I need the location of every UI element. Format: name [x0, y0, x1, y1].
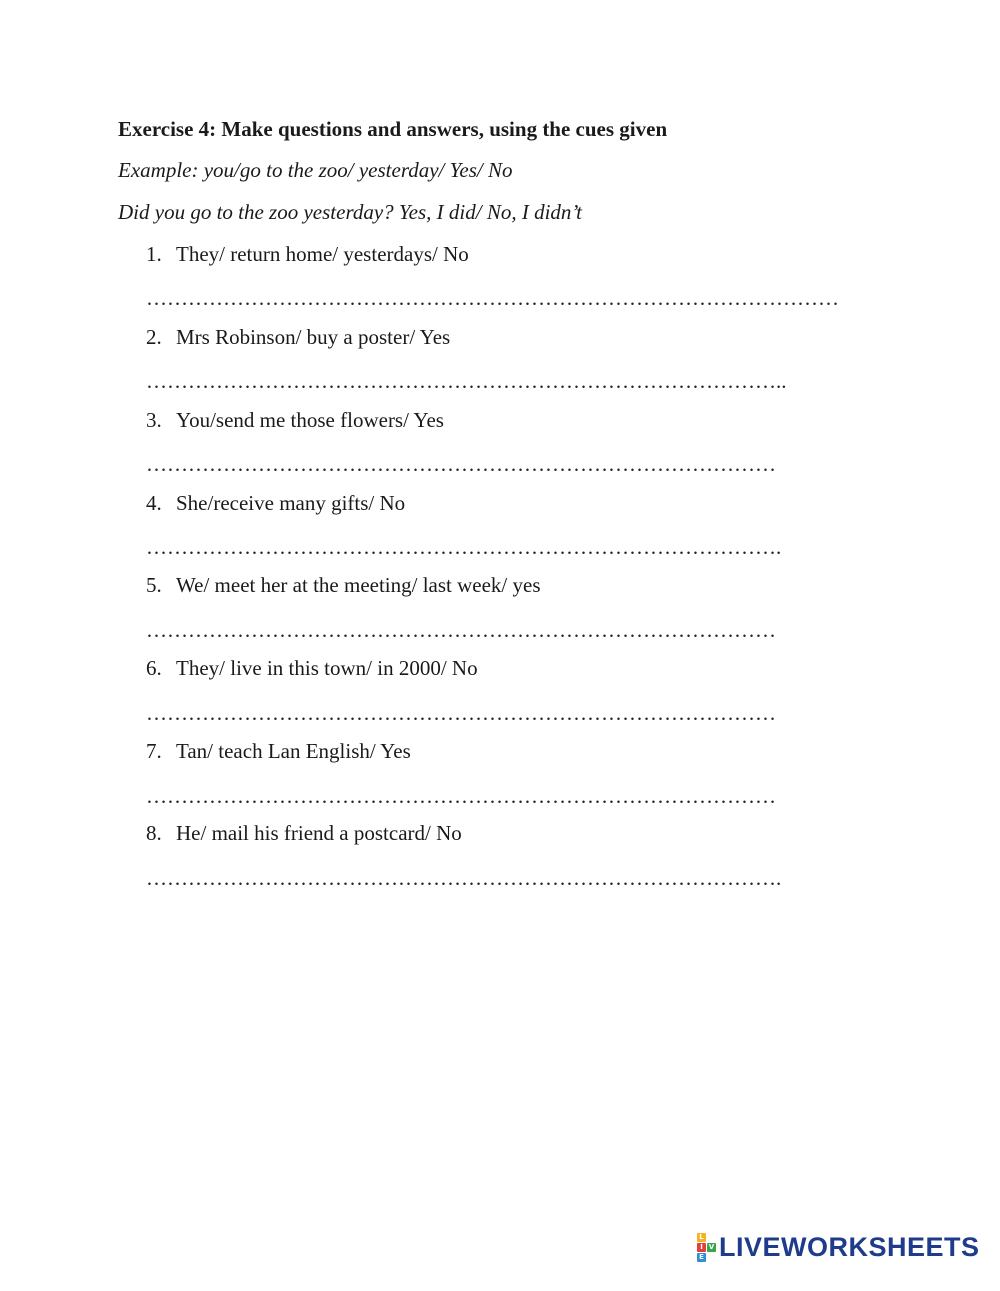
liveworksheets-logo	[697, 1232, 980, 1262]
logo-block-v: V	[708, 1242, 715, 1251]
exercise-item	[146, 821, 462, 846]
item-number: 4.	[146, 491, 162, 515]
item-cue: They/ return home/ yesterdays/ No	[176, 242, 469, 266]
item-cue: We/ meet her at the meeting/ last week/ yes	[176, 573, 541, 597]
item-cue: You/send me those flowers/ Yes	[176, 408, 444, 432]
exercise-item	[146, 325, 450, 350]
item-number: 1.	[146, 242, 162, 266]
answer-line[interactable]: ………………………………………………………………………………	[146, 701, 776, 725]
item-number: 6.	[146, 656, 162, 680]
answer-line[interactable]: ………………………………………………………………………………	[146, 618, 776, 642]
answer-line[interactable]: ………………………………………………………………………………	[146, 452, 776, 476]
answer-line[interactable]: ……………………………………………………………………………….	[146, 535, 782, 559]
exercise-heading: Exercise 4: Make questions and answers, using the cues given	[118, 117, 668, 141]
item-cue: They/ live in this town/ in 2000/ No	[176, 656, 478, 680]
item-cue: Tan/ teach Lan English/ Yes	[176, 739, 411, 763]
exercise-item	[146, 242, 469, 267]
item-number: 3.	[146, 408, 162, 432]
logo-block-blank	[707, 1233, 716, 1242]
answer-line[interactable]: ………………………………………………………………………………	[146, 784, 776, 808]
exercise-item	[146, 656, 478, 681]
exercise-item	[146, 408, 444, 433]
item-number: 7.	[146, 739, 162, 763]
logo-block-blank	[707, 1253, 716, 1262]
logo-mark-icon	[697, 1233, 716, 1262]
item-cue: She/receive many gifts/ No	[176, 491, 406, 515]
answer-line[interactable]: ………………………………………………………………………………..	[146, 369, 787, 393]
item-number: 8.	[146, 821, 162, 845]
example-cue: Example: you/go to the zoo/ yesterday/ Yes/ No	[118, 158, 513, 182]
exercise-item	[146, 491, 405, 516]
answer-line[interactable]: ………………………………………………………………………………………	[146, 286, 839, 310]
item-number: 2.	[146, 325, 162, 349]
answer-line[interactable]: ……………………………………………………………………………….	[146, 866, 782, 890]
logo-block-i: I	[697, 1243, 706, 1252]
logo-text: LIVEWORKSHEETS	[719, 1231, 980, 1262]
item-number: 5.	[146, 573, 162, 597]
exercise-item	[146, 573, 541, 598]
item-cue: He/ mail his friend a postcard/ No	[176, 821, 462, 845]
example-answer: Did you go to the zoo yesterday? Yes, I did/ No, I didn’t	[118, 200, 582, 224]
exercise-item	[146, 739, 411, 764]
item-cue: Mrs Robinson/ buy a poster/ Yes	[176, 325, 451, 349]
logo-block-l: L	[697, 1233, 706, 1242]
logo-block-e: E	[697, 1253, 706, 1262]
